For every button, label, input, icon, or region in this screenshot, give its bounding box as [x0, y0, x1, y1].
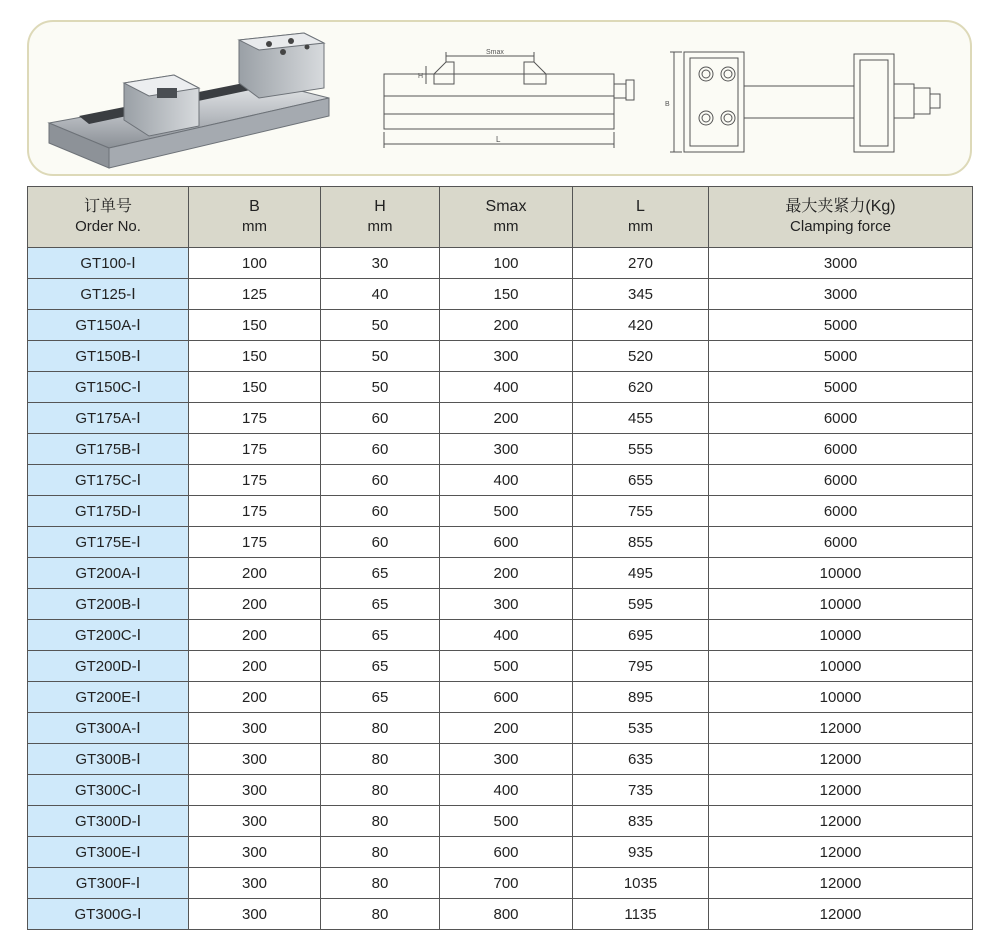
table-row — [28, 527, 973, 558]
cell-l: 420 — [573, 310, 709, 341]
cell-l: 935 — [573, 837, 709, 868]
table-row — [28, 465, 973, 496]
cell-smax: 600 — [440, 682, 573, 713]
cell-smax: 400 — [440, 775, 573, 806]
cell-h: 60 — [321, 527, 440, 558]
cell-smax: 300 — [440, 589, 573, 620]
cell-l: 655 — [573, 465, 709, 496]
cell-smax: 200 — [440, 713, 573, 744]
cell-l: 595 — [573, 589, 709, 620]
cell-order-no: GT300D-Ⅰ — [28, 806, 189, 837]
header-smax: Smax mm — [440, 187, 573, 248]
cell-h: 80 — [321, 899, 440, 930]
cell-h: 50 — [321, 372, 440, 403]
cell-h: 60 — [321, 403, 440, 434]
cell-order-no: GT300A-Ⅰ — [28, 713, 189, 744]
cell-smax: 400 — [440, 465, 573, 496]
table-row — [28, 310, 973, 341]
cell-clamping-force: 10000 — [709, 651, 973, 682]
vise-photo — [39, 28, 339, 173]
cell-b: 150 — [189, 341, 321, 372]
header-clamping-force: 最大夹紧力(Kg) Clamping force — [709, 187, 973, 248]
cell-b: 175 — [189, 403, 321, 434]
cell-l: 735 — [573, 775, 709, 806]
header-h: H mm — [321, 187, 440, 248]
cell-order-no: GT175E-Ⅰ — [28, 527, 189, 558]
cell-l: 270 — [573, 248, 709, 279]
cell-order-no: GT200D-Ⅰ — [28, 651, 189, 682]
cell-h: 50 — [321, 310, 440, 341]
cell-l: 555 — [573, 434, 709, 465]
product-banner — [27, 20, 972, 176]
cell-b: 300 — [189, 899, 321, 930]
cell-b: 300 — [189, 837, 321, 868]
cell-order-no: GT300E-Ⅰ — [28, 837, 189, 868]
cell-h: 80 — [321, 868, 440, 899]
cell-b: 200 — [189, 620, 321, 651]
cell-order-no: GT100-Ⅰ — [28, 248, 189, 279]
cell-b: 300 — [189, 713, 321, 744]
cell-h: 60 — [321, 434, 440, 465]
cell-order-no: GT175B-Ⅰ — [28, 434, 189, 465]
cell-order-no: GT200C-Ⅰ — [28, 620, 189, 651]
cell-b: 175 — [189, 434, 321, 465]
cell-b: 175 — [189, 496, 321, 527]
table-row — [28, 279, 973, 310]
cell-smax: 600 — [440, 837, 573, 868]
cell-b: 200 — [189, 682, 321, 713]
cell-h: 65 — [321, 682, 440, 713]
cell-b: 125 — [189, 279, 321, 310]
table-row — [28, 899, 973, 930]
cell-smax: 400 — [440, 372, 573, 403]
cell-h: 65 — [321, 620, 440, 651]
cell-order-no: GT175C-Ⅰ — [28, 465, 189, 496]
cell-clamping-force: 12000 — [709, 806, 973, 837]
cell-clamping-force: 10000 — [709, 620, 973, 651]
cell-b: 200 — [189, 651, 321, 682]
cell-b: 175 — [189, 527, 321, 558]
table-row — [28, 589, 973, 620]
cell-b: 175 — [189, 465, 321, 496]
cell-b: 300 — [189, 806, 321, 837]
table-row — [28, 682, 973, 713]
cell-h: 65 — [321, 651, 440, 682]
cell-b: 300 — [189, 868, 321, 899]
cell-clamping-force: 5000 — [709, 341, 973, 372]
cell-clamping-force: 5000 — [709, 372, 973, 403]
cell-l: 345 — [573, 279, 709, 310]
cell-order-no: GT150A-Ⅰ — [28, 310, 189, 341]
cell-l: 1035 — [573, 868, 709, 899]
top-view-drawing — [664, 46, 954, 161]
table-row — [28, 744, 973, 775]
header-l: L mm — [573, 187, 709, 248]
cell-smax: 200 — [440, 403, 573, 434]
cell-h: 65 — [321, 558, 440, 589]
cell-l: 620 — [573, 372, 709, 403]
cell-order-no: GT200B-Ⅰ — [28, 589, 189, 620]
cell-smax: 500 — [440, 806, 573, 837]
cell-b: 300 — [189, 744, 321, 775]
table-row — [28, 775, 973, 806]
cell-clamping-force: 3000 — [709, 279, 973, 310]
cell-smax: 500 — [440, 651, 573, 682]
cell-clamping-force: 12000 — [709, 713, 973, 744]
table-row — [28, 713, 973, 744]
cell-clamping-force: 6000 — [709, 434, 973, 465]
cell-clamping-force: 10000 — [709, 682, 973, 713]
table-row — [28, 868, 973, 899]
cell-order-no: GT300C-Ⅰ — [28, 775, 189, 806]
cell-order-no: GT150C-Ⅰ — [28, 372, 189, 403]
cell-order-no: GT150B-Ⅰ — [28, 341, 189, 372]
cell-order-no: GT125-Ⅰ — [28, 279, 189, 310]
cell-b: 100 — [189, 248, 321, 279]
b-label: B — [665, 101, 670, 108]
specification-table — [27, 186, 973, 930]
table-row — [28, 558, 973, 589]
cell-smax: 700 — [440, 868, 573, 899]
table-row — [28, 248, 973, 279]
cell-l: 755 — [573, 496, 709, 527]
cell-clamping-force: 5000 — [709, 310, 973, 341]
cell-h: 80 — [321, 744, 440, 775]
cell-clamping-force: 6000 — [709, 496, 973, 527]
cell-smax: 200 — [440, 558, 573, 589]
cell-b: 150 — [189, 372, 321, 403]
cell-smax: 600 — [440, 527, 573, 558]
cell-b: 300 — [189, 775, 321, 806]
table-row — [28, 620, 973, 651]
cell-h: 30 — [321, 248, 440, 279]
cell-smax: 200 — [440, 310, 573, 341]
cell-l: 795 — [573, 651, 709, 682]
table-header-row — [28, 187, 973, 248]
cell-clamping-force: 12000 — [709, 899, 973, 930]
cell-h: 65 — [321, 589, 440, 620]
cell-order-no: GT200E-Ⅰ — [28, 682, 189, 713]
cell-h: 80 — [321, 713, 440, 744]
cell-h: 60 — [321, 465, 440, 496]
cell-l: 535 — [573, 713, 709, 744]
cell-h: 80 — [321, 837, 440, 868]
table-row — [28, 806, 973, 837]
cell-smax: 400 — [440, 620, 573, 651]
cell-smax: 100 — [440, 248, 573, 279]
cell-l: 635 — [573, 744, 709, 775]
cell-l: 520 — [573, 341, 709, 372]
cell-h: 60 — [321, 496, 440, 527]
cell-clamping-force: 12000 — [709, 837, 973, 868]
cell-order-no: GT200A-Ⅰ — [28, 558, 189, 589]
cell-clamping-force: 10000 — [709, 589, 973, 620]
cell-l: 895 — [573, 682, 709, 713]
cell-order-no: GT300G-Ⅰ — [28, 899, 189, 930]
cell-h: 50 — [321, 341, 440, 372]
table-row — [28, 372, 973, 403]
cell-smax: 500 — [440, 496, 573, 527]
cell-smax: 800 — [440, 899, 573, 930]
cell-b: 200 — [189, 589, 321, 620]
table-row — [28, 403, 973, 434]
cell-l: 835 — [573, 806, 709, 837]
table-row — [28, 341, 973, 372]
cell-l: 1135 — [573, 899, 709, 930]
cell-clamping-force: 6000 — [709, 403, 973, 434]
front-view-drawing — [374, 44, 644, 164]
cell-clamping-force: 12000 — [709, 775, 973, 806]
cell-h: 80 — [321, 806, 440, 837]
cell-l: 455 — [573, 403, 709, 434]
cell-clamping-force: 10000 — [709, 558, 973, 589]
cell-smax: 300 — [440, 434, 573, 465]
cell-l: 855 — [573, 527, 709, 558]
cell-order-no: GT175A-Ⅰ — [28, 403, 189, 434]
cell-smax: 150 — [440, 279, 573, 310]
header-b: B mm — [189, 187, 321, 248]
cell-clamping-force: 12000 — [709, 744, 973, 775]
cell-clamping-force: 12000 — [709, 868, 973, 899]
cell-smax: 300 — [440, 341, 573, 372]
cell-clamping-force: 3000 — [709, 248, 973, 279]
cell-clamping-force: 6000 — [709, 527, 973, 558]
table-row — [28, 837, 973, 868]
cell-h: 80 — [321, 775, 440, 806]
table-row — [28, 496, 973, 527]
smax-label: Smax — [486, 49, 504, 56]
cell-order-no: GT300F-Ⅰ — [28, 868, 189, 899]
cell-b: 200 — [189, 558, 321, 589]
cell-order-no: GT300B-Ⅰ — [28, 744, 189, 775]
cell-smax: 300 — [440, 744, 573, 775]
l-label: L — [496, 135, 501, 144]
table-row — [28, 434, 973, 465]
cell-l: 695 — [573, 620, 709, 651]
table-row — [28, 651, 973, 682]
cell-l: 495 — [573, 558, 709, 589]
cell-h: 40 — [321, 279, 440, 310]
h-label: H — [418, 73, 424, 80]
cell-clamping-force: 6000 — [709, 465, 973, 496]
cell-b: 150 — [189, 310, 321, 341]
header-order-no: 订单号 Order No. — [28, 187, 189, 248]
cell-order-no: GT175D-Ⅰ — [28, 496, 189, 527]
